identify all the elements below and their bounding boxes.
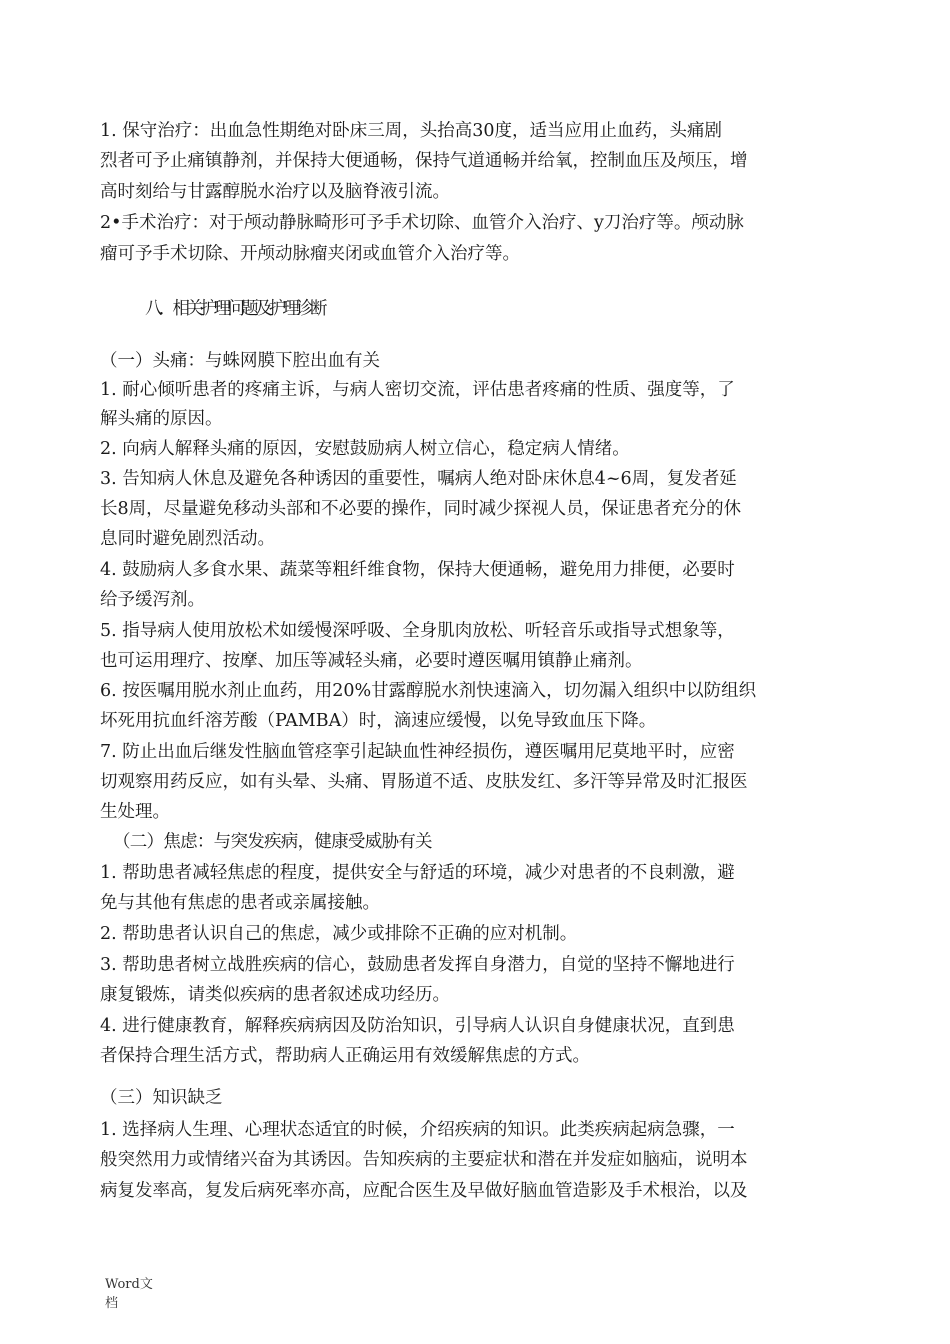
text-line: 2. 帮助患者认识自己的焦虑，减少或排除不正确的应对机制。 xyxy=(100,924,578,944)
text-line: 1. 帮助患者减轻焦虑的程度，提供安全与舒适的环境，减少对患者的不良刺激，避 xyxy=(100,863,735,883)
text-line: 般突然用力或情绪兴奋为其诱因。告知疾病的主要症状和潜在并发症如脑疝，说明本 xyxy=(100,1150,748,1170)
footer-line: 档 xyxy=(105,1296,119,1311)
text-line: 3. 告知病人休息及避免各种诱因的重要性，嘱病人绝对卧床休息4~6周，复发者延 xyxy=(100,469,737,489)
text-line: 2. 向病人解释头痛的原因，安慰鼓励病人树立信心，稳定病人情绪。 xyxy=(100,439,630,459)
text-line: 1. 耐心倾听患者的疼痛主诉，与病人密切交流，评估患者疼痛的性质、强度等，了 xyxy=(100,380,735,400)
text-line: 2•手术治疗：对于颅动静脉畸形可予手术切除、血管介入治疗、y刀治疗等。颅动脉 xyxy=(100,213,744,233)
text-line: 病复发率高，复发后病死率亦高，应配合医生及早做好脑血管造影及手术根治，以及 xyxy=(100,1181,748,1201)
text-line: 5. 指导病人使用放松术如缓慢深呼吸、全身肌肉放松、听轻音乐或指导式想象等， xyxy=(100,621,735,641)
text-line: 烈者可予止痛镇静剂，并保持大便通畅，保持气道通畅并给氧，控制血压及颅压，增 xyxy=(100,151,748,171)
text-line: 4. 进行健康教育，解释疾病病因及防治知识，引导病人认识自身健康状况，直到患 xyxy=(100,1016,735,1036)
text-line: 7. 防止出血后继发性脑血管痉挛引起缺血性神经损伤，遵医嘱用尼莫地平时，应密 xyxy=(100,742,735,762)
text-line: 切观察用药反应，如有头晕、头痛、胃肠道不适、皮肤发红、多汗等异常及时汇报医 xyxy=(100,772,748,792)
text-line: 者保持合理生活方式，帮助病人正确运用有效缓解焦虑的方式。 xyxy=(100,1046,590,1066)
text-line: 瘤可予手术切除、开颅动脉瘤夹闭或血管介入治疗等。 xyxy=(100,244,520,264)
text-line: 坏死用抗血纤溶芳酸（PAMBA）时，滴速应缓慢，以免导致血压下降。 xyxy=(100,711,657,731)
subsection-heading: （三）知识缺乏 xyxy=(100,1088,223,1108)
page-footer xyxy=(105,1275,153,1313)
text-line: 高时刻给与甘露醇脱水治疗以及脑脊液引流。 xyxy=(100,182,450,202)
text-line: 息同时避免剧烈活动。 xyxy=(100,529,275,549)
text-line: 1. 保守治疗：出血急性期绝对卧床三周，头抬高30度，适当应用止血药，头痛剧 xyxy=(100,121,723,141)
text-line: 3. 帮助患者树立战胜疾病的信心，鼓励患者发挥自身潜力，自觉的坚持不懈地进行 xyxy=(100,955,735,975)
subsection-heading: （一）头痛：与蛛网膜下腔出血有关 xyxy=(100,351,380,371)
text-line: 4. 鼓励病人多食水果、蔬菜等粗纤维食物，保持大便通畅，避免用力排便，必要时 xyxy=(100,560,735,580)
text-line: 生处理。 xyxy=(100,802,170,822)
footer-line: Word文 xyxy=(105,1277,153,1292)
text-line: 也可运用理疗、按摩、加压等减轻头痛，必要时遵医嘱用镇静止痛剂。 xyxy=(100,651,643,671)
subsection-heading: （二）焦虑：与突发疾病，健康受威胁有关 xyxy=(113,832,432,852)
text-line: 1. 选择病人生理、心理状态适宜的时候，介绍疾病的知识。此类疾病起病急骤，一 xyxy=(100,1120,735,1140)
text-line: 解头痛的原因。 xyxy=(100,409,223,429)
text-line: 给予缓泻剂。 xyxy=(100,590,205,610)
text-line: 康复锻炼，请类似疾病的患者叙述成功经历。 xyxy=(100,985,450,1005)
text-line: 长8周，尽量避免移动头部和不必要的操作，同时减少探视人员，保证患者充分的休 xyxy=(100,499,742,519)
text-line: 免与其他有焦虑的患者或亲属接触。 xyxy=(100,893,380,913)
text-line: 6. 按医嘱用脱水剂止血药，用20%甘露醇脱水剂快速滴入，切勿漏入组织中以防组织 xyxy=(100,681,757,701)
section-heading: 八．相关护理问题及护理诊断 xyxy=(145,299,324,319)
